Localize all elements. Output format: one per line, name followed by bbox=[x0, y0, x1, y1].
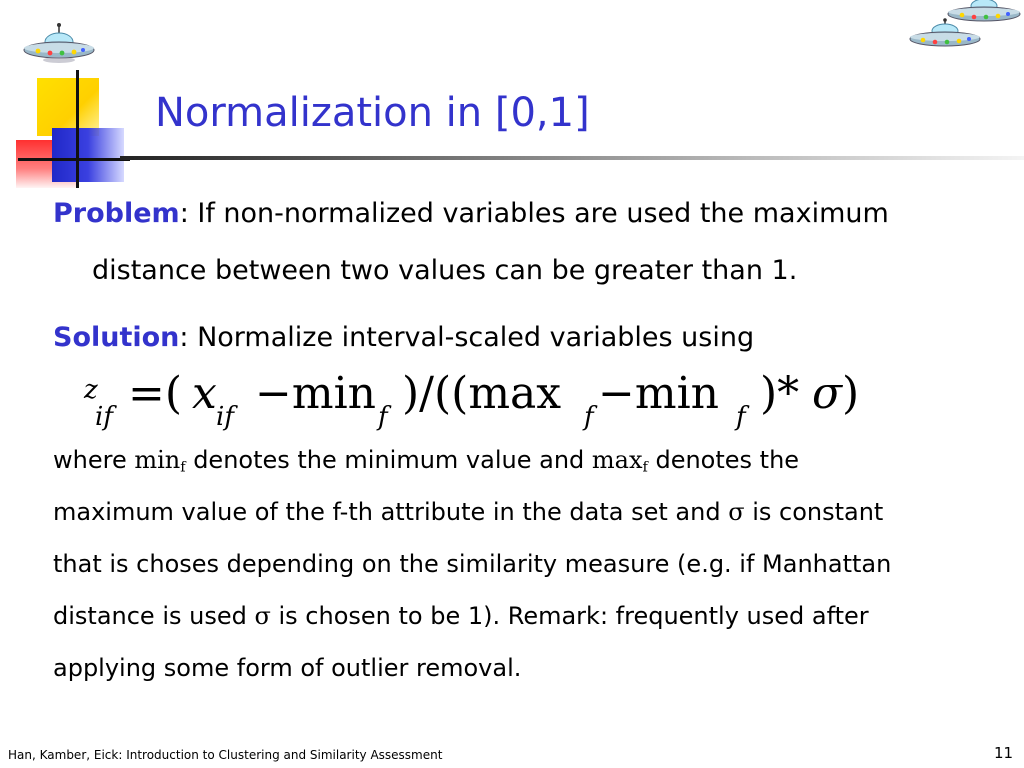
explanation-line-1 bbox=[53, 446, 799, 476]
problem-line-1 bbox=[53, 198, 889, 229]
max-subscript: f bbox=[642, 459, 648, 476]
explanation-line-4 bbox=[53, 602, 869, 630]
formula-min-2: −min bbox=[598, 368, 719, 419]
formula-eq: =( bbox=[128, 368, 183, 419]
max-symbol: max bbox=[591, 446, 643, 474]
explanation-text: distance is used bbox=[53, 602, 255, 630]
ufo-icon bbox=[908, 18, 982, 50]
explanation-text: denotes the minimum value and bbox=[185, 446, 592, 474]
blue-square-decoration bbox=[52, 128, 124, 182]
formula-max: )/((max bbox=[402, 368, 562, 419]
problem-keyword: Problem bbox=[53, 198, 180, 229]
formula-close: ) bbox=[842, 368, 860, 419]
vertical-rule-decoration bbox=[76, 70, 79, 188]
explanation-line-3: that is choses depending on the similarity measure (e.g. if Manhattan bbox=[53, 550, 892, 578]
sigma-symbol: σ bbox=[254, 602, 271, 630]
formula-tail: )* bbox=[760, 368, 800, 419]
solution-line bbox=[53, 322, 754, 353]
formula-z: z bbox=[84, 375, 98, 405]
explanation-line-5: applying some form of outlier removal. bbox=[53, 654, 522, 682]
explanation-text: where bbox=[53, 446, 135, 474]
formula-max-sub: f bbox=[584, 402, 594, 432]
normalization-formula bbox=[80, 368, 880, 438]
formula-z-sub: if bbox=[95, 402, 113, 432]
title-underline bbox=[120, 156, 1024, 160]
formula-min-1-sub: f bbox=[378, 402, 388, 432]
ufo-icon bbox=[22, 22, 96, 68]
solution-text: : Normalize interval-scaled variables using bbox=[179, 322, 755, 353]
sigma-symbol: σ bbox=[728, 498, 745, 526]
explanation-text: maximum value of the f-th attribute in the data set and bbox=[53, 498, 729, 526]
formula-sigma: σ bbox=[812, 368, 843, 419]
formula-min-2-sub: f bbox=[736, 402, 746, 432]
solution-keyword: Solution bbox=[53, 322, 180, 353]
explanation-text: denotes the bbox=[647, 446, 800, 474]
page-number: 11 bbox=[994, 744, 1014, 762]
explanation-text: is chosen to be 1). Remark: frequently used after bbox=[270, 602, 869, 630]
footer-citation: Han, Kamber, Eick: Introduction to Clustering and Similarity Assessment bbox=[8, 748, 443, 762]
explanation-line-2 bbox=[53, 498, 883, 526]
min-symbol: min bbox=[134, 446, 181, 474]
problem-line-2: distance between two values can be greater than 1. bbox=[92, 255, 798, 286]
formula-min-1: −min bbox=[255, 368, 376, 419]
slide-title: Normalization in [0,1] bbox=[155, 90, 590, 136]
formula-x: x bbox=[192, 368, 217, 419]
horizontal-rule-decoration bbox=[18, 158, 130, 161]
explanation-text: is constant bbox=[744, 498, 884, 526]
problem-text-1: : If non-normalized variables are used the maximum bbox=[179, 198, 889, 229]
min-subscript: f bbox=[180, 459, 186, 476]
formula-x-sub: if bbox=[216, 402, 234, 432]
